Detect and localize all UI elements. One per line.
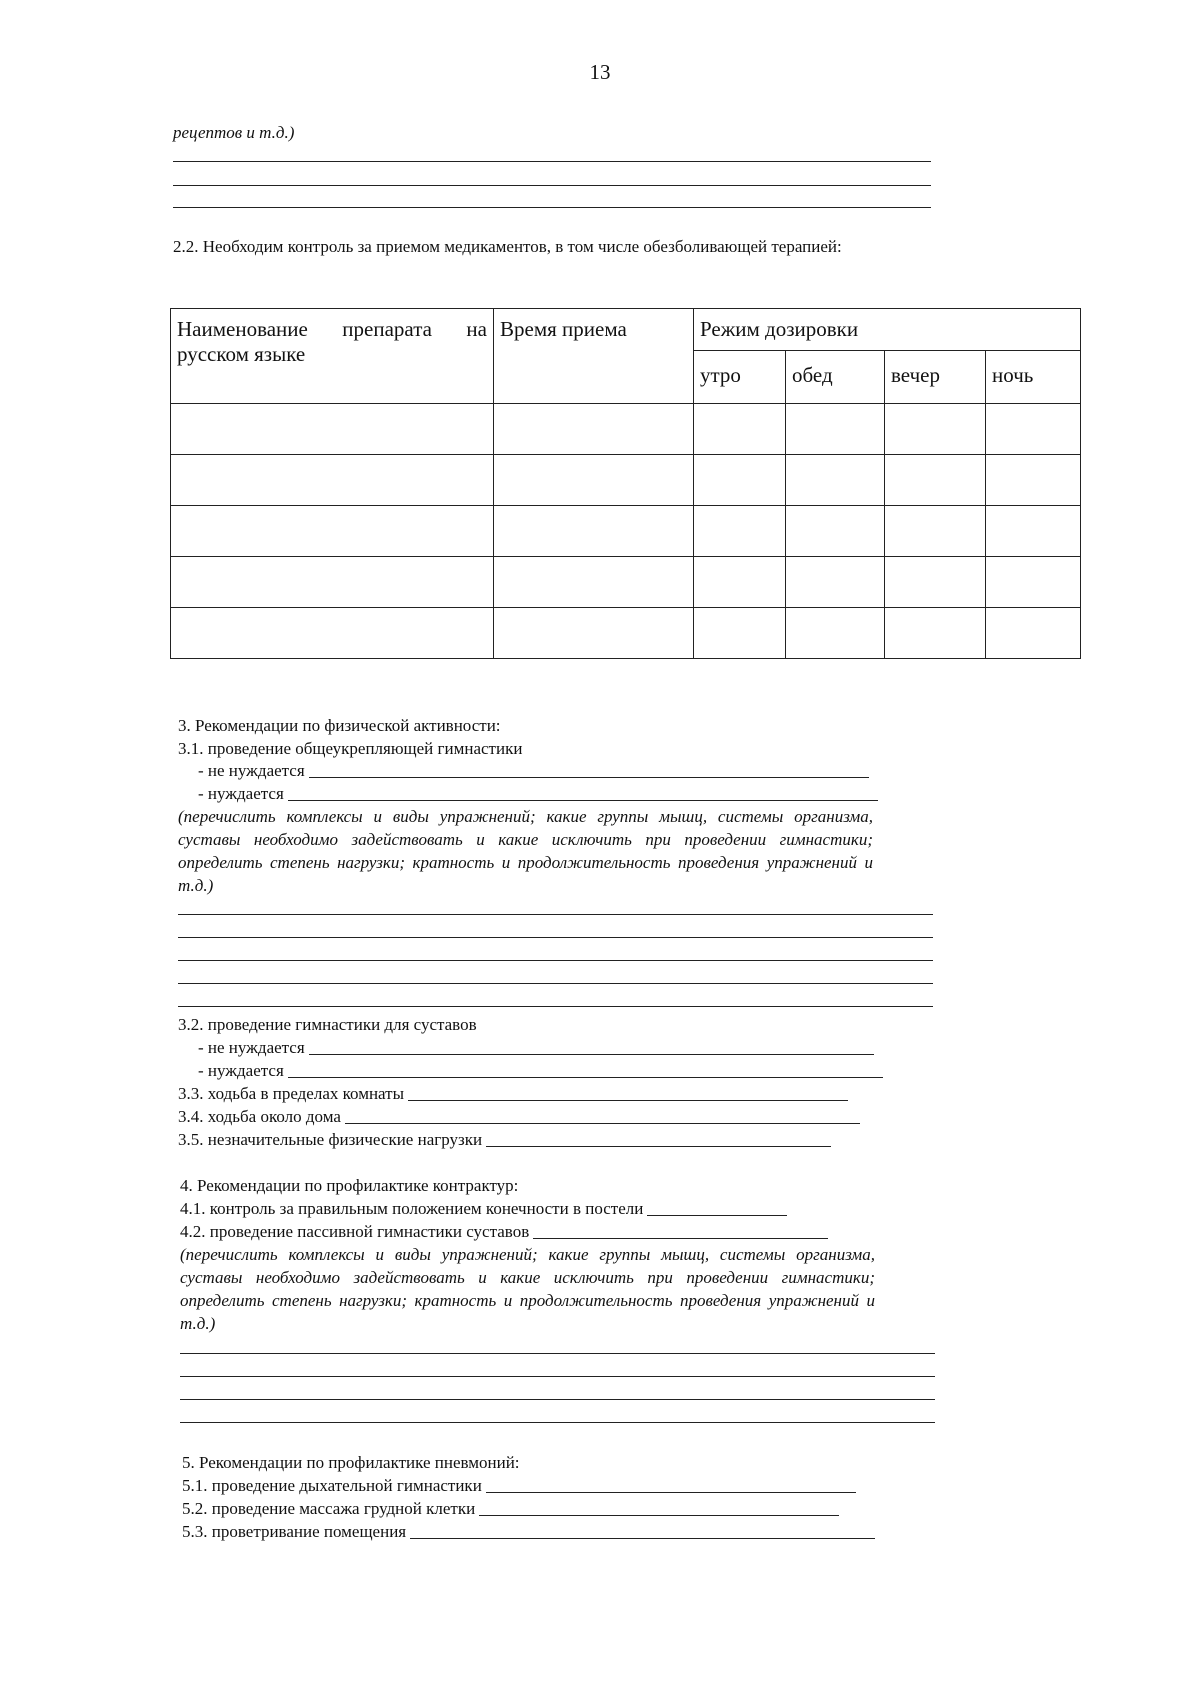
page-number: 13: [589, 60, 611, 84]
section-4-title: 4. Рекомендации по профилактике контрактур:: [180, 1176, 519, 1195]
fill-line[interactable]: [180, 1399, 935, 1400]
table-cell[interactable]: [786, 557, 885, 608]
needed-label: - нуждается: [198, 784, 284, 803]
header-time: Время приема: [494, 309, 694, 404]
table-cell[interactable]: [494, 404, 694, 455]
item-5-1: 5.1. проведение дыхательной гимнастики: [182, 1476, 482, 1495]
table-cell[interactable]: [786, 506, 885, 557]
table-cell[interactable]: [171, 608, 494, 659]
table-cell[interactable]: [786, 404, 885, 455]
fill-line[interactable]: [288, 783, 878, 801]
item-4-2: 4.2. проведение пассивной гимнастики суставов: [180, 1222, 530, 1241]
table-cell[interactable]: [786, 455, 885, 506]
table-row: [171, 506, 1081, 557]
item-5-3: 5.3. проветривание помещения: [182, 1522, 407, 1541]
fill-line[interactable]: [173, 185, 931, 186]
fill-line[interactable]: [309, 760, 869, 778]
item-5-3-row: [182, 1520, 875, 1543]
item-3-4-row: [178, 1105, 860, 1128]
header-drug-name: Наименование препарата на русском языке: [171, 309, 494, 404]
fill-line[interactable]: [486, 1129, 831, 1147]
fill-line[interactable]: [410, 1521, 875, 1539]
header-dosage: Режим дозировки: [694, 309, 1081, 351]
header-evening: вечер: [885, 351, 986, 404]
table-cell[interactable]: [694, 404, 786, 455]
item-4-1-row: [180, 1197, 787, 1220]
fill-line[interactable]: [178, 914, 933, 915]
section-5-title: 5. Рекомендации по профилактике пневмоний:: [182, 1453, 520, 1472]
table-cell[interactable]: [171, 455, 494, 506]
fill-line[interactable]: [178, 983, 933, 984]
item-3-3: 3.3. ходьба в пределах комнаты: [178, 1084, 405, 1103]
fill-line[interactable]: [178, 937, 933, 938]
header-noon: обед: [786, 351, 885, 404]
table-cell[interactable]: [494, 455, 694, 506]
table-cell[interactable]: [494, 608, 694, 659]
table-cell[interactable]: [171, 557, 494, 608]
fill-line[interactable]: [173, 161, 931, 162]
table-cell[interactable]: [986, 608, 1081, 659]
table-cell[interactable]: [494, 506, 694, 557]
fill-line[interactable]: [178, 1006, 933, 1007]
not-needed-label: - не нуждается: [198, 1038, 305, 1057]
table-row: [171, 557, 1081, 608]
fill-line[interactable]: [309, 1037, 874, 1055]
header-morning: утро: [694, 351, 786, 404]
table-cell[interactable]: [986, 455, 1081, 506]
needed-label: - нуждается: [198, 1061, 284, 1080]
table-cell[interactable]: [694, 608, 786, 659]
fill-line[interactable]: [345, 1106, 860, 1124]
table-row: [171, 404, 1081, 455]
item-3-5: 3.5. незначительные физические нагрузки: [178, 1130, 483, 1149]
item-3-4: 3.4. ходьба около дома: [178, 1107, 341, 1126]
table-cell[interactable]: [986, 506, 1081, 557]
table-cell[interactable]: [694, 506, 786, 557]
table-cell[interactable]: [986, 557, 1081, 608]
needed-row: [198, 782, 878, 805]
not-needed-row: [198, 759, 869, 782]
table-cell[interactable]: [885, 557, 986, 608]
fill-line[interactable]: [408, 1083, 848, 1101]
table-cell[interactable]: [885, 404, 986, 455]
fill-line[interactable]: [288, 1060, 883, 1078]
not-needed-row: [198, 1036, 874, 1059]
item-3-2: 3.2. проведение гимнастики для суставов: [178, 1015, 477, 1034]
fill-line[interactable]: [486, 1475, 856, 1493]
item-5-2-row: [182, 1497, 839, 1520]
continued-note: рецептов и т.д.): [173, 123, 295, 142]
fill-line[interactable]: [180, 1376, 935, 1377]
fill-line[interactable]: [647, 1198, 787, 1216]
fill-line[interactable]: [533, 1221, 828, 1239]
table-cell[interactable]: [171, 404, 494, 455]
instruction-note: (перечислить комплексы и виды упражнений; какие группы мышц, системы организма, суставы необходимо задействовать и какие исключить при проведении гимнастики; определить степень нагрузки; кратность и продолжительность проведения упражнений и т.д.): [180, 1245, 875, 1333]
needed-row: [198, 1059, 883, 1082]
item-3-3-row: [178, 1082, 848, 1105]
fill-line[interactable]: [178, 960, 933, 961]
table-row: [171, 455, 1081, 506]
table-cell[interactable]: [885, 455, 986, 506]
table-row: [171, 608, 1081, 659]
table-cell[interactable]: [885, 506, 986, 557]
item-3-5-row: [178, 1128, 831, 1151]
table-cell[interactable]: [171, 506, 494, 557]
fill-line[interactable]: [479, 1498, 839, 1516]
instruction-note: (перечислить комплексы и виды упражнений; какие группы мышц, системы организма, суставы необходимо задействовать и какие исключить при проведении гимнастики; определить степень нагрузки; кратность и продолжительность проведения упражнений и т.д.): [178, 807, 873, 895]
item-4-2-row: [180, 1220, 828, 1243]
fill-line[interactable]: [180, 1353, 935, 1354]
not-needed-label: - не нуждается: [198, 761, 305, 780]
table-cell[interactable]: [694, 455, 786, 506]
item-5-1-row: [182, 1474, 856, 1497]
item-4-1: 4.1. контроль за правильным положением конечности в постели: [180, 1199, 644, 1218]
header-night: ночь: [986, 351, 1081, 404]
fill-line[interactable]: [180, 1422, 935, 1423]
table-cell[interactable]: [986, 404, 1081, 455]
medication-table: [170, 308, 1081, 659]
table-cell[interactable]: [494, 557, 694, 608]
item-5-2: 5.2. проведение массажа грудной клетки: [182, 1499, 476, 1518]
table-cell[interactable]: [786, 608, 885, 659]
item-3-1: 3.1. проведение общеукрепляющей гимнастики: [178, 739, 523, 758]
table-cell[interactable]: [885, 608, 986, 659]
table-cell[interactable]: [694, 557, 786, 608]
section-2-2-text: 2.2. Необходим контроль за приемом медикаментов, в том числе обезболивающей терапией:: [173, 237, 842, 256]
fill-line[interactable]: [173, 207, 931, 208]
section-3-title: 3. Рекомендации по физической активности:: [178, 716, 501, 735]
